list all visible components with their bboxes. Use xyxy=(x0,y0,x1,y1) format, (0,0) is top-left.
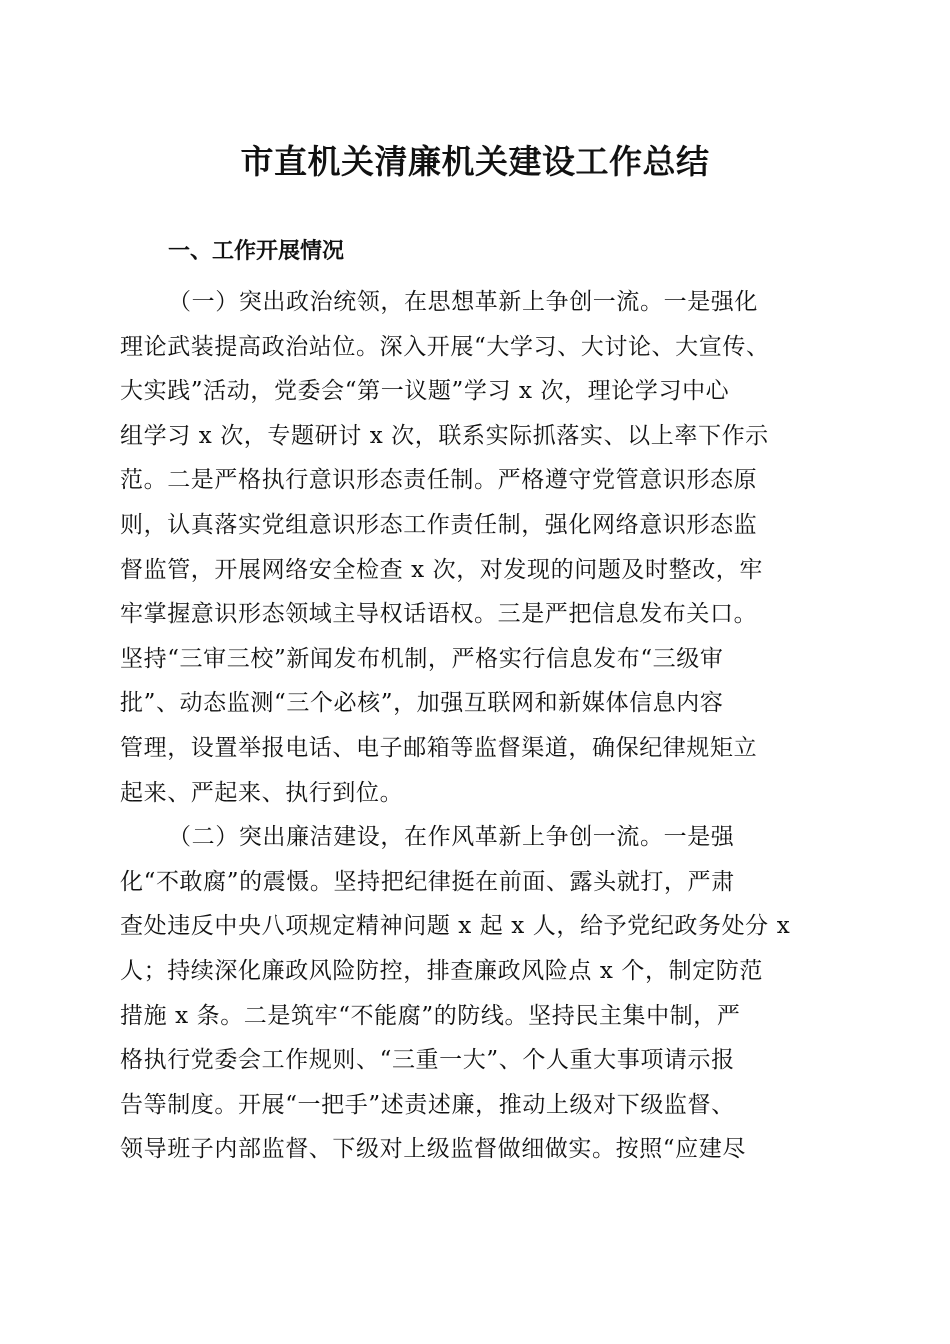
paragraph-1-line: 则，认真落实党组意识形态工作责任制，强化网络意识形态监 xyxy=(120,511,758,538)
document-body xyxy=(0,280,950,1172)
paragraph-1-line: 理论武装提高政治站位。深入开展“大学习、大讨论、大宣传、 xyxy=(120,333,770,360)
paragraph-2-line: 格执行党委会工作规则、“三重一大”、个人重大事项请示报 xyxy=(120,1047,735,1074)
document-title: 市直机关清廉机关建设工作总结 xyxy=(240,142,710,181)
paragraph-2-line: 化“不敢腐”的震慑。坚持把纪律挺在前面、露头就打，严肃 xyxy=(120,868,735,895)
paragraph-1-line: 组学习 x 次，专题研讨 x 次，联系实际抓落实、以上率下作示 xyxy=(120,422,769,449)
paragraph-2-line: 人；持续深化廉政风险防控，排查廉政风险点 x 个，制定防范 xyxy=(120,957,763,984)
paragraph-2-line: （二）突出廉洁建设，在作风革新上争创一流。一是强 xyxy=(168,824,735,851)
paragraph-1-line: 督监管，开展网络安全检查 x 次，对发现的问题及时整改，牢 xyxy=(120,556,763,583)
paragraph-1-line: 批”、动态监测“三个必核”，加强互联网和新媒体信息内容 xyxy=(120,690,724,717)
paragraph-2-line: 告等制度。开展“一把手”述责述廉，推动上级对下级监督、 xyxy=(120,1091,735,1118)
paragraph-2-line: 措施 x 条。二是筑牢“不能腐”的防线。坚持民主集中制，严 xyxy=(120,1002,741,1029)
paragraph-1-line: 管理，设置举报电话、电子邮箱等监督渠道，确保纪律规矩立 xyxy=(120,734,758,761)
paragraph-1-line: 起来、严起来、执行到位。 xyxy=(120,779,404,806)
paragraph-1-line: 坚持“三审三校”新闻发布机制，严格实行信息发布“三级审 xyxy=(120,645,724,672)
paragraph-1-line: 大实践”活动，党委会“第一议题”学习 x 次，理论学习中心 xyxy=(120,378,730,405)
paragraph-1-line: （一）突出政治统领，在思想革新上争创一流。一是强化 xyxy=(168,289,758,315)
section-heading: 一、工作开展情况 xyxy=(168,239,345,264)
paragraph-2-line: 领导班子内部监督、下级对上级监督做细做实。按照“应建尽 xyxy=(120,1136,746,1163)
paragraph-1-line: 范。二是严格执行意识形态责任制。严格遵守党管意识形态原 xyxy=(120,467,758,494)
paragraph-1-line: 牢掌握意识形态领域主导权话语权。三是严把信息发布关口。 xyxy=(120,601,758,628)
paragraph-2-line: 查处违反中央八项规定精神问题 x 起 x 人，给予党纪政务处分 x xyxy=(120,913,791,940)
